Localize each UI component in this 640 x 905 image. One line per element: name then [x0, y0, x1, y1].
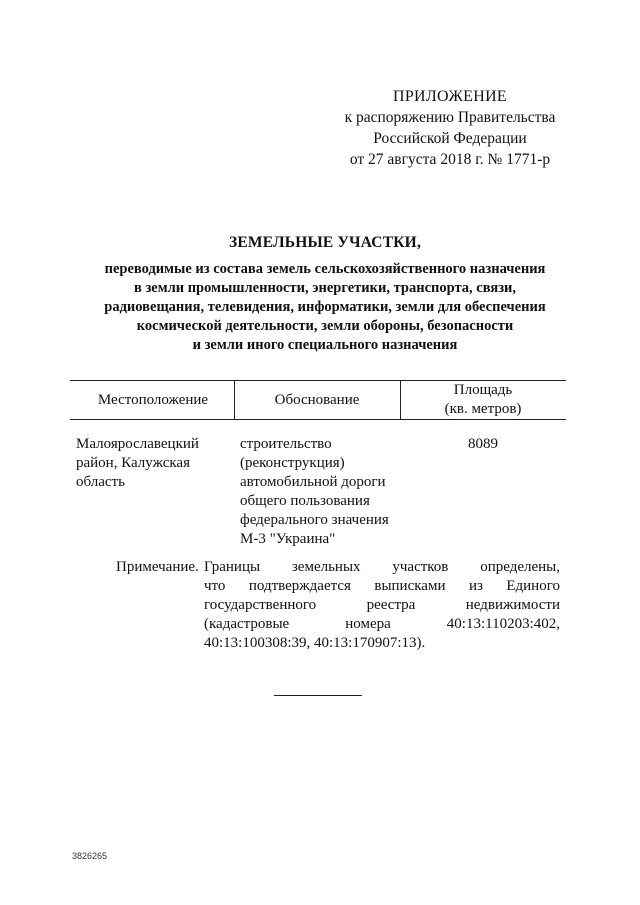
- location-line: область: [76, 474, 125, 490]
- basis-line: федерального значения: [240, 512, 389, 528]
- annex-line-1: к распоряжению Правительства: [344, 109, 556, 126]
- annex-title: ПРИЛОЖЕНИЕ: [392, 88, 507, 105]
- closing-rule: [274, 695, 362, 696]
- note-line: государственного реестра недвижимости: [204, 597, 560, 613]
- note-line: (кадастровые номера 40:13:110203:402,: [204, 616, 560, 632]
- document-code: 3826265: [72, 851, 108, 861]
- basis-line: общего пользования: [240, 493, 370, 509]
- location-line: Малоярославецкий: [76, 436, 199, 452]
- subtitle-line: переводимые из состава земель сельскохозяйственного назначения: [104, 261, 546, 277]
- subtitle-line: радиовещания, телевидения, информатики, земли для обеспечения: [104, 299, 546, 315]
- subtitle-line: в земли промышленности, энергетики, транспорта, связи,: [133, 280, 517, 296]
- table-header-rule: [70, 419, 566, 420]
- header-area: [400, 381, 566, 419]
- cell-basis: [240, 435, 400, 549]
- header-location: Местоположение: [97, 392, 209, 408]
- basis-line: М-3 "Украина": [240, 531, 336, 547]
- note-text: [204, 558, 560, 653]
- subtitle-line: и земли иного специального назначения: [192, 337, 458, 353]
- document-title: ЗЕМЕЛЬНЫЕ УЧАСТКИ,: [228, 234, 422, 251]
- note-line: что подтверждается выписками из Единого: [204, 578, 560, 594]
- header-basis: Обоснование: [274, 392, 360, 408]
- basis-line: автомобильной дороги: [240, 474, 386, 490]
- cell-location: [76, 435, 231, 492]
- annex-line-2: Российской Федерации: [373, 130, 527, 147]
- document-subtitle: [60, 260, 590, 355]
- cell-area: 8089: [468, 436, 498, 452]
- header-area-line-1: Площадь: [453, 382, 513, 398]
- basis-line: (реконструкция): [240, 455, 345, 471]
- location-line: район, Калужская: [76, 455, 190, 471]
- subtitle-line: космической деятельности, земли обороны, безопасности: [136, 318, 514, 334]
- note-label: Примечание.: [116, 559, 199, 575]
- note-line: Границы земельных участков определены,: [204, 559, 560, 575]
- note-line: 40:13:100308:39, 40:13:170907:13).: [204, 635, 426, 651]
- annex-line-3: от 27 августа 2018 г. № 1771-р: [349, 151, 551, 168]
- header-area-line-2: (кв. метров): [444, 401, 522, 417]
- annex-header: [330, 86, 570, 170]
- basis-line: строительство: [240, 436, 332, 452]
